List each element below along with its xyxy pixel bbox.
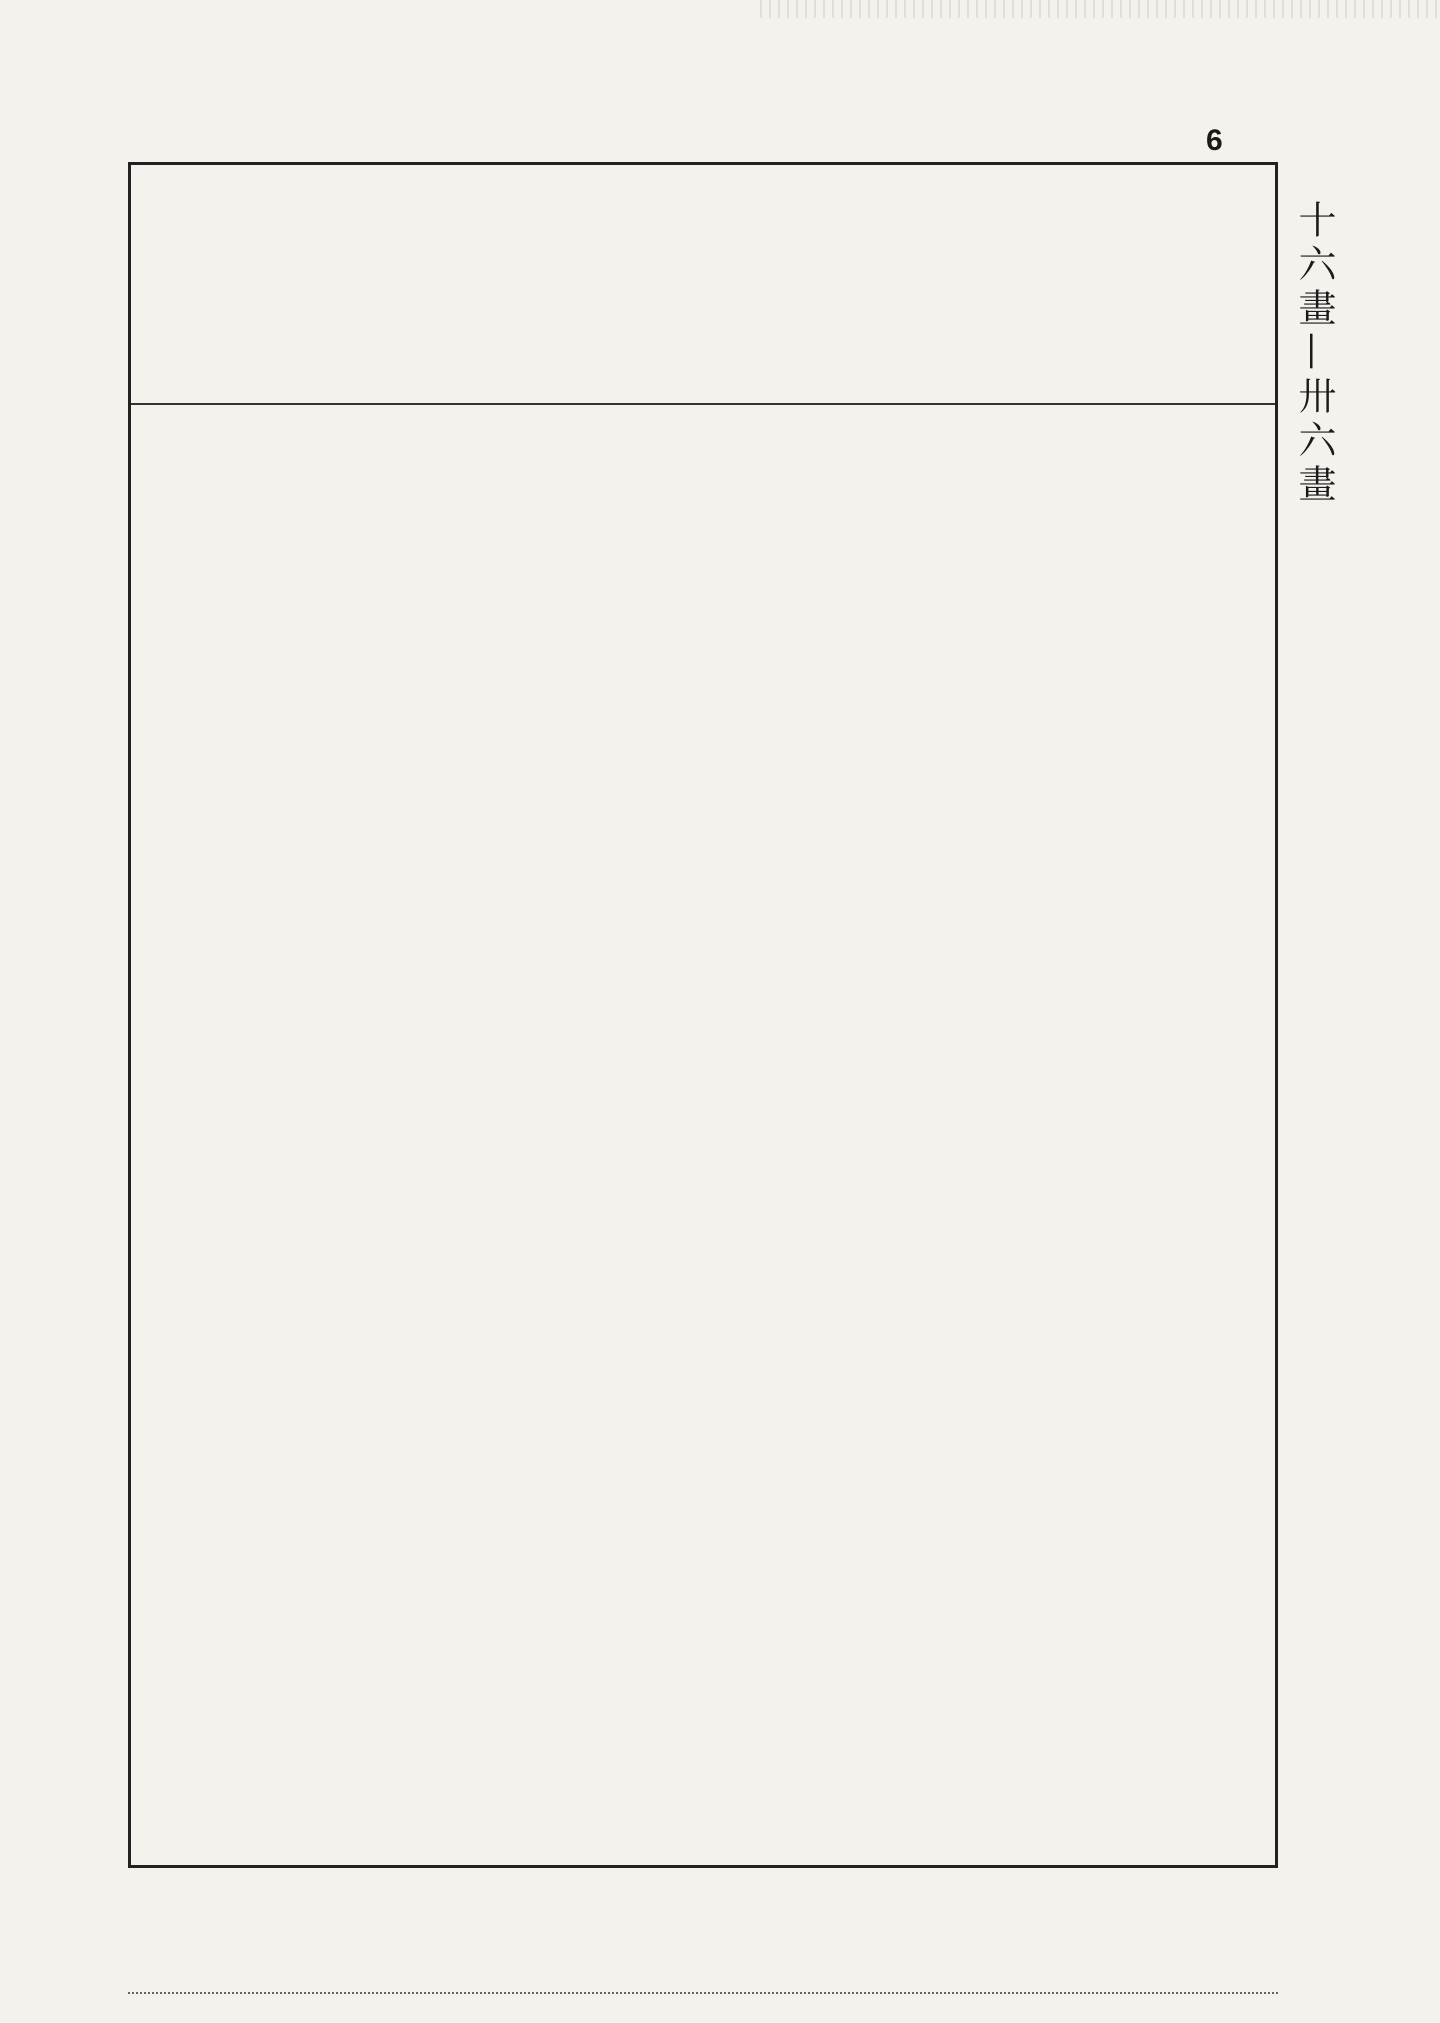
page-number: 6 xyxy=(1206,124,1223,157)
index-band-1 xyxy=(131,165,1275,405)
bottom-rule xyxy=(128,1992,1278,1996)
running-header: 十六畫—卅六畫 xyxy=(1292,200,1336,508)
index-entry xyxy=(1244,165,1275,403)
scan-noise xyxy=(760,0,1440,18)
index-frame xyxy=(128,162,1278,1868)
